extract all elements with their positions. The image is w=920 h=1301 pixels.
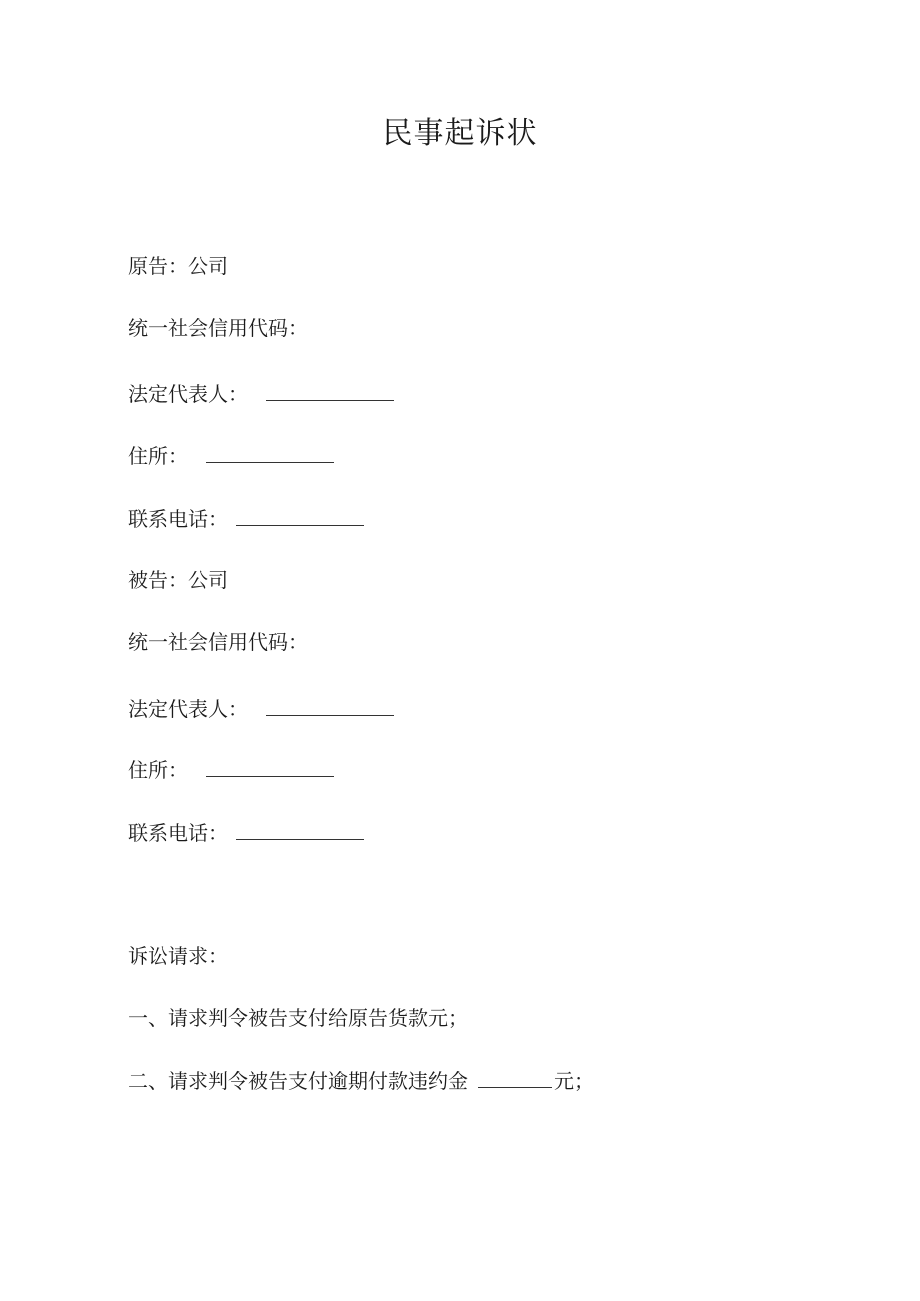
plaintiff-legal-rep-blank	[266, 380, 394, 401]
claims-heading	[128, 942, 228, 970]
defendant-legal-rep-line	[128, 695, 394, 723]
plaintiff-address-line	[128, 442, 334, 470]
defendant-phone-blank	[236, 819, 364, 840]
claim-item-2-text-before: 二、请求判令被告支付逾期付款违约金	[128, 1069, 468, 1093]
defendant-phone-label: 联系电话：	[128, 821, 228, 845]
plaintiff-phone-line	[128, 505, 364, 533]
defendant-address-blank	[206, 756, 334, 777]
claim-item-1-text: 一、请求判令被告支付给原告货款元；	[128, 1006, 468, 1030]
defendant-credit-code-label: 统一社会信用代码：	[128, 630, 308, 654]
plaintiff-phone-label: 联系电话：	[128, 507, 228, 531]
defendant-address-label: 住所：	[128, 758, 188, 782]
plaintiff-phone-blank	[236, 505, 364, 526]
plaintiff-line	[128, 252, 228, 280]
claims-heading-text: 诉讼请求：	[128, 944, 228, 968]
plaintiff-address-blank	[206, 442, 334, 463]
defendant-legal-rep-label: 法定代表人：	[128, 697, 248, 721]
plaintiff-name: 公司	[188, 254, 228, 278]
plaintiff-credit-code-label: 统一社会信用代码：	[128, 316, 308, 340]
defendant-label: 被告：	[128, 568, 188, 592]
plaintiff-label: 原告：	[128, 254, 188, 278]
claim-item-2-blank	[478, 1067, 552, 1088]
plaintiff-legal-rep-line	[128, 380, 394, 408]
defendant-legal-rep-blank	[266, 695, 394, 716]
document-title: 民事起诉状	[382, 116, 538, 151]
plaintiff-credit-code-line	[128, 314, 308, 342]
defendant-address-line	[128, 756, 334, 784]
defendant-credit-code-line	[128, 628, 308, 656]
plaintiff-address-label: 住所：	[128, 444, 188, 468]
claim-item-1	[128, 1004, 468, 1032]
claim-item-2	[128, 1067, 594, 1095]
claim-item-2-text-after: 元；	[554, 1069, 594, 1093]
defendant-phone-line	[128, 819, 364, 847]
defendant-line	[128, 566, 228, 594]
plaintiff-legal-rep-label: 法定代表人：	[128, 382, 248, 406]
defendant-name: 公司	[188, 568, 228, 592]
